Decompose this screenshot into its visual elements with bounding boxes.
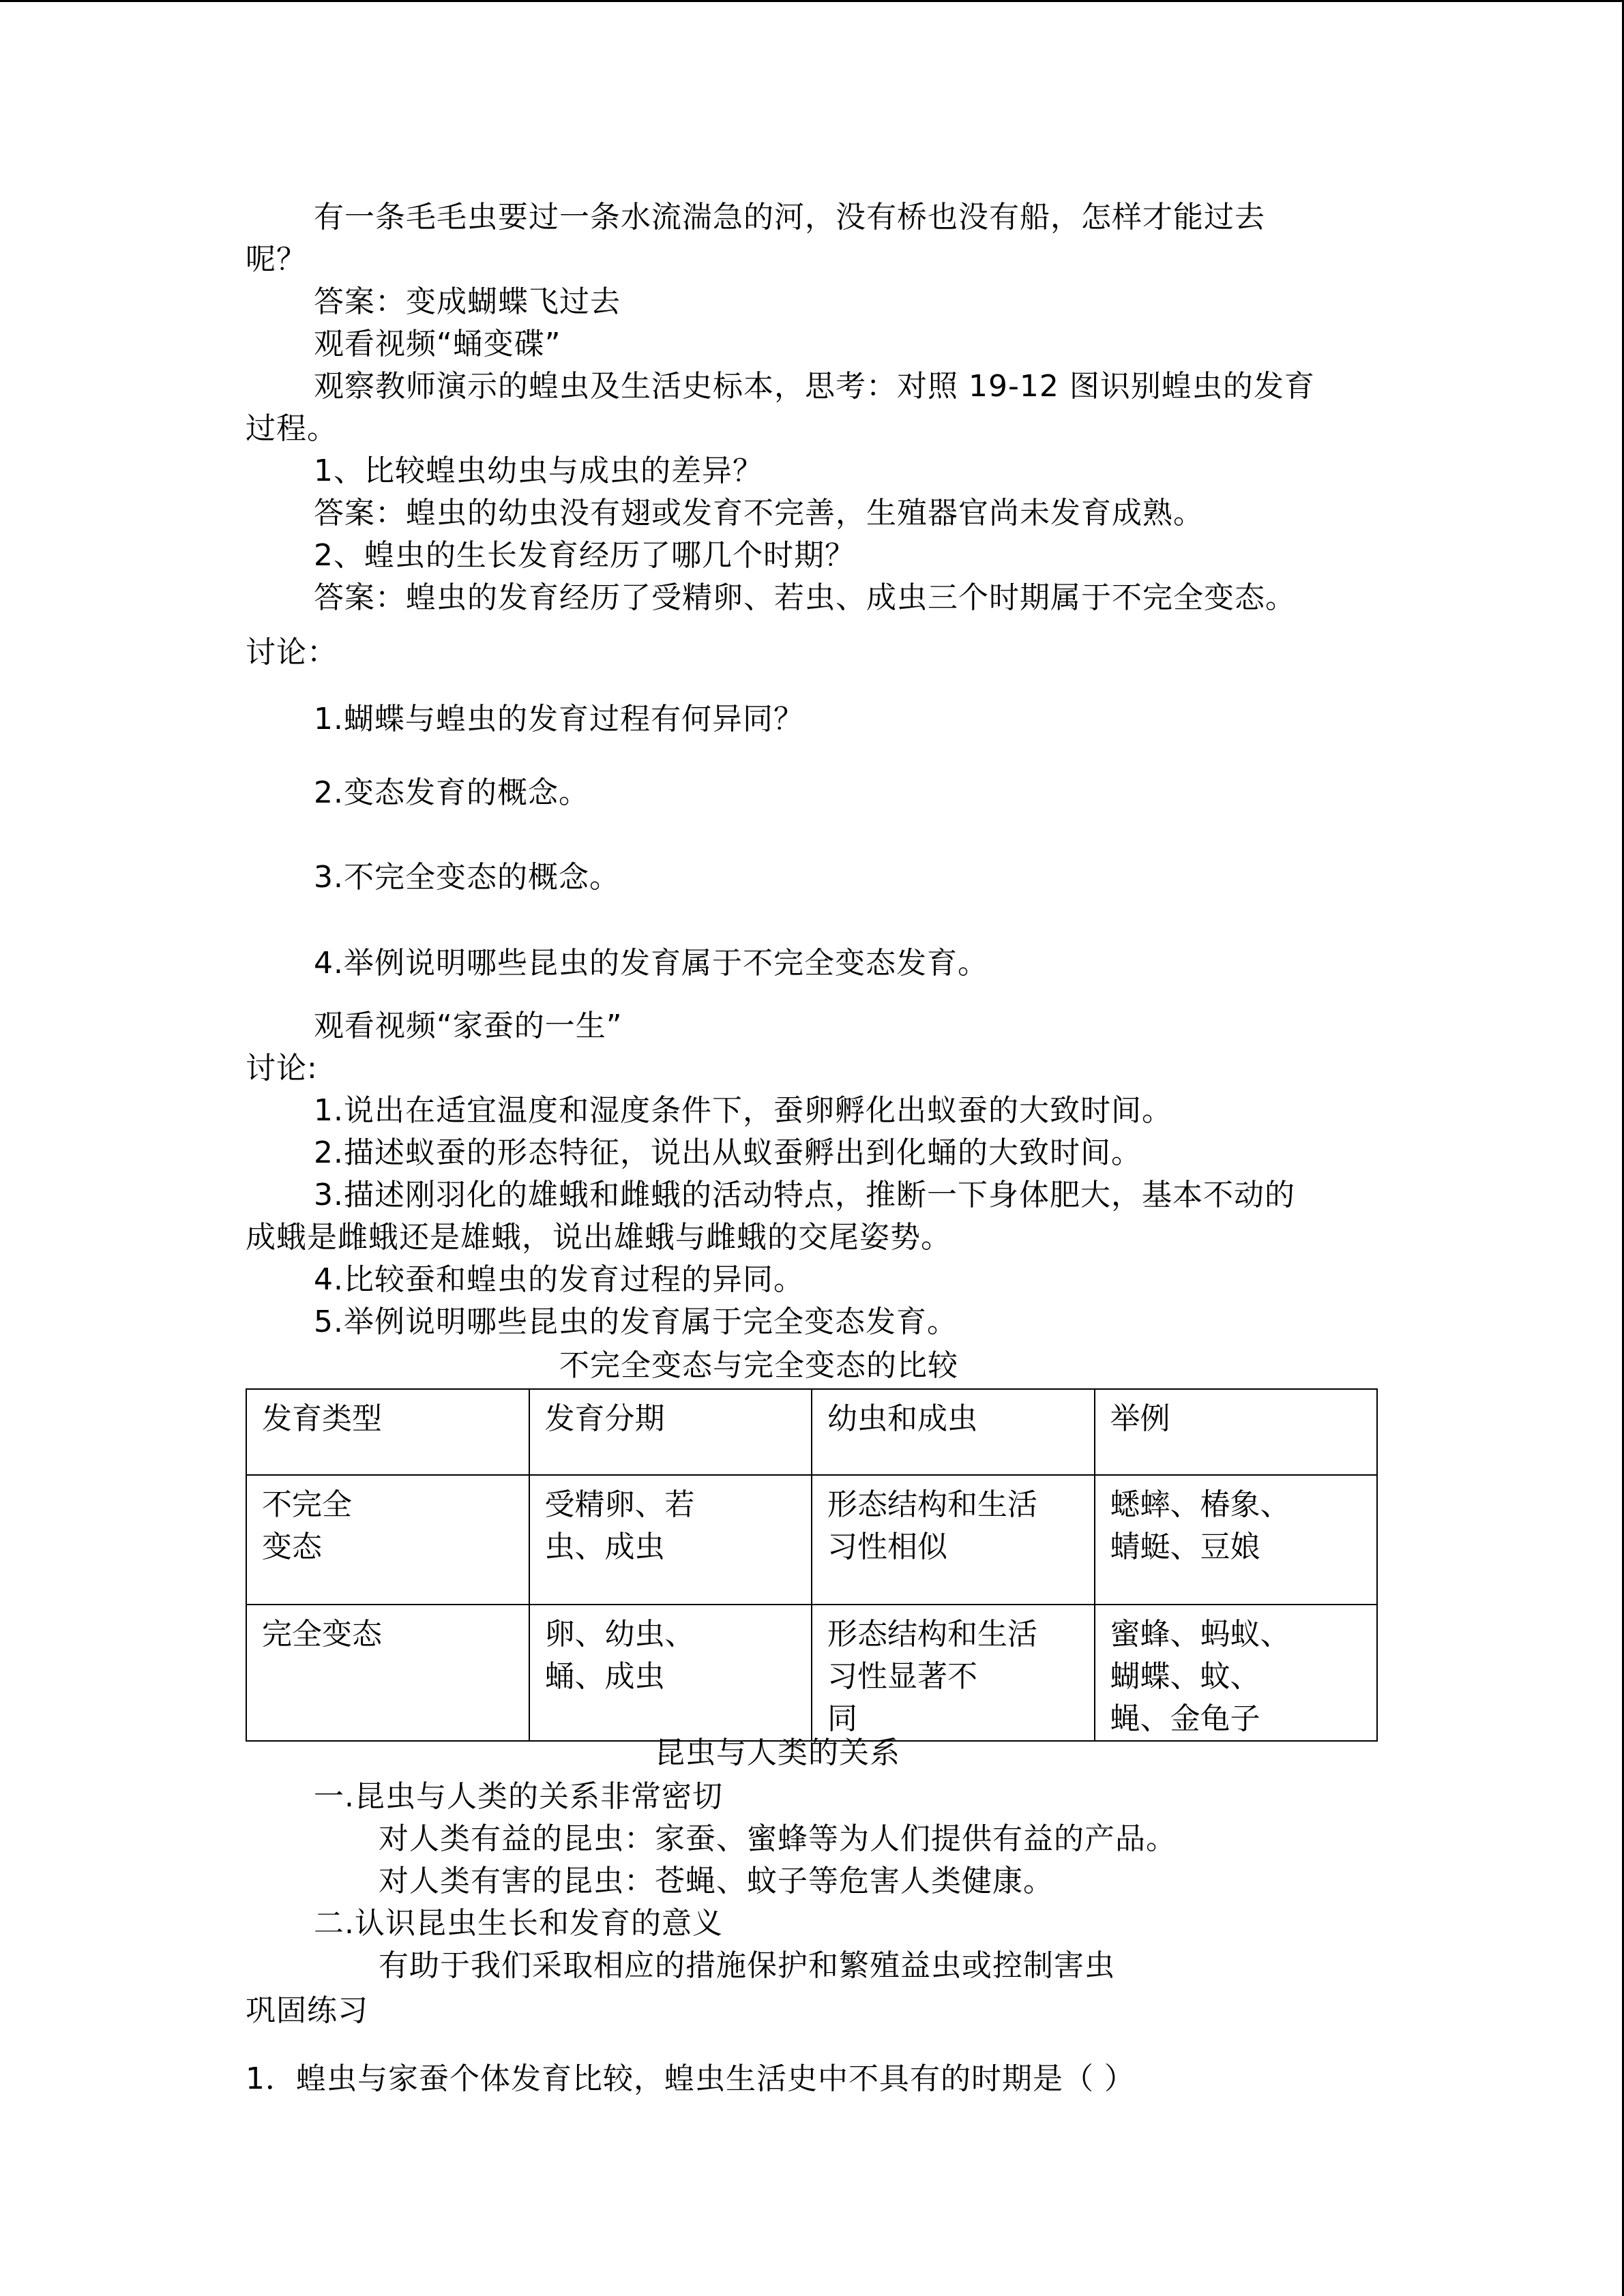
cell-line: 习性相似 [827,1530,947,1564]
riddle-answer: 答案：变成蝴蝶飞过去 [314,284,621,319]
cell-line: 习性显著不 [827,1659,977,1694]
cell-line: 卵、幼虫、 [544,1617,695,1652]
table-cell [246,1475,529,1605]
answer-1: 答案：蝗虫的幼虫没有翅或发育不完善，生殖器官尚未发育成熟。 [314,496,1204,531]
video-butterfly: 观看视频“蛹变碟” [314,327,561,361]
relations-meaning: 有助于我们采取相应的措施保护和繁殖益虫或控制害虫 [379,1948,1115,1983]
video-silkworm: 观看视频“家蚕的一生” [314,1009,623,1043]
table-cell [529,1605,812,1741]
table-row [246,1605,1377,1741]
discussion-item: 3.不完全变态的概念。 [314,860,620,895]
cell-line: 形态结构和生活 [827,1617,1037,1652]
discussion-label: 讨论： [246,635,338,670]
observe-line-2: 过程。 [246,411,338,446]
comparison-table [246,1388,1378,1742]
table-cell [812,1605,1095,1741]
cell-line: 不完全 [262,1487,352,1522]
cell-line: 蝇、金龟子 [1110,1701,1260,1736]
silkworm-item-5: 5.举例说明哪些昆虫的发育属于完全变态发育。 [314,1304,958,1339]
table-caption: 不完全变态与完全变态的比较 [559,1348,958,1383]
practice-question-1: 1．蝗虫与家蚕个体发育比较，蝗虫生活史中不具有的时期是（ ） [246,2061,1135,2096]
question-2: 2、蝗虫的生长发育经历了哪几个时期？ [314,538,855,573]
header-cell: 发育类型 [246,1389,529,1475]
discussion-item: 1.蝴蝶与蝗虫的发育过程有何异同？ [314,702,804,736]
silkworm-item-3b: 成蛾是雌蛾还是雄蛾，说出雄蛾与雌蛾的交尾姿势。 [246,1220,951,1255]
cell-line: 同 [827,1701,857,1736]
table-cell [529,1475,812,1605]
cell-line: 完全变态 [262,1617,382,1652]
discussion-item: 4.举例说明哪些昆虫的发育属于不完全变态发育。 [314,946,988,981]
header-cell: 发育分期 [529,1389,812,1475]
header-cell: 举例 [1095,1389,1378,1475]
cell-line: 蜜蜂、蚂蚁、 [1110,1617,1290,1652]
discussion-label-2: 讨论: [246,1051,318,1086]
riddle-line-1: 有一条毛毛虫要过一条水流湍急的河，没有桥也没有船，怎样才能过去 [314,200,1265,235]
practice-label: 巩固练习 [246,1993,368,2028]
silkworm-item-1: 1.说出在适宜温度和湿度条件下，蚕卵孵化出蚁蚕的大致时间。 [314,1093,1172,1128]
riddle-line-2: 呢？ [246,242,307,277]
question-1: 1、比较蝗虫幼虫与成虫的差异？ [314,453,763,488]
cell-line: 变态 [262,1530,322,1564]
cell-line: 蛹、成虫 [544,1659,665,1694]
relations-heading-2: 二.认识昆虫生长和发育的意义 [314,1906,723,1941]
cell-line: 蜻蜓、豆娘 [1110,1530,1260,1564]
header-cell: 幼虫和成虫 [812,1389,1095,1475]
table-cell [246,1605,529,1741]
table-cell [812,1475,1095,1605]
silkworm-item-4: 4.比较蚕和蝗虫的发育过程的异同。 [314,1262,804,1297]
useful-insects: 对人类有益的昆虫：家蚕、蜜蜂等为人们提供有益的产品。 [379,1821,1177,1856]
relations-heading-1: 一.昆虫与人类的关系非常密切 [314,1779,723,1814]
cell-line: 受精卵、若 [544,1487,695,1522]
relations-title: 昆虫与人类的关系 [655,1735,900,1770]
cell-line: 虫、成虫 [544,1530,665,1564]
table-cell [1095,1605,1378,1741]
table-row [246,1475,1377,1605]
silkworm-item-2: 2.描述蚁蚕的形态特征，说出从蚁蚕孵出到化蛹的大致时间。 [314,1135,1142,1170]
page-top-border [0,0,1624,2]
observe-line-1: 观察教师演示的蝗虫及生活史标本，思考：对照 19-12 图识别蝗虫的发育 [314,369,1315,404]
cell-line: 形态结构和生活 [827,1487,1037,1522]
table-header-row [246,1389,1377,1475]
discussion-item: 2.变态发育的概念。 [314,775,589,810]
cell-line: 蟋蟀、椿象、 [1110,1487,1290,1522]
cell-line: 蝴蝶、蚊、 [1110,1659,1260,1694]
answer-2: 答案：蝗虫的发育经历了受精卵、若虫、成虫三个时期属于不完全变态。 [314,580,1296,615]
harmful-insects: 对人类有害的昆虫：苍蝇、蚊子等危害人类健康。 [379,1864,1054,1898]
table-cell [1095,1475,1378,1605]
silkworm-item-3a: 3.描述刚羽化的雄蛾和雌蛾的活动特点，推断一下身体肥大，基本不动的 [314,1178,1295,1212]
